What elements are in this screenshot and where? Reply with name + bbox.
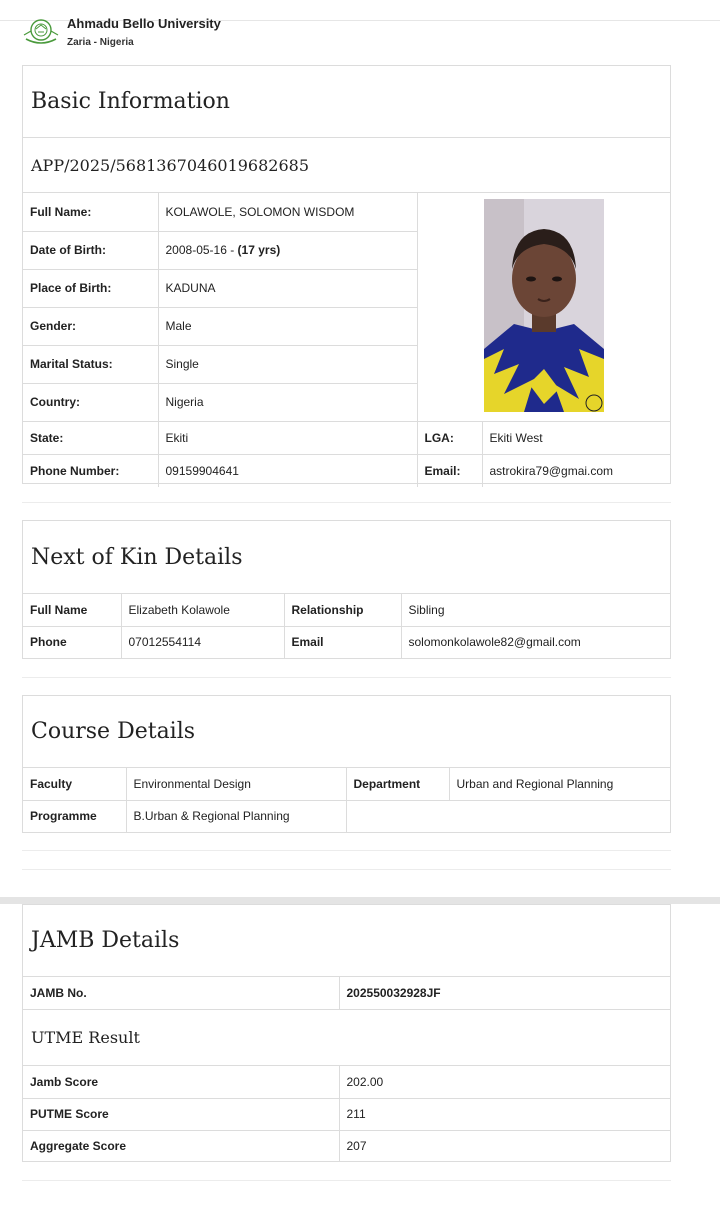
utme-result-table bbox=[23, 1066, 670, 1162]
table-row bbox=[23, 422, 670, 455]
applicant-photo bbox=[484, 199, 604, 412]
table-row bbox=[23, 1098, 670, 1130]
programme-value: B.Urban & Regional Planning bbox=[126, 800, 346, 832]
department-value: Urban and Regional Planning bbox=[449, 768, 670, 800]
gender-value: Male bbox=[158, 307, 417, 345]
kin-name-label: Full Name bbox=[23, 594, 121, 626]
putme-score-label: PUTME Score bbox=[23, 1098, 339, 1130]
phone-label: Phone Number: bbox=[23, 455, 158, 487]
next-of-kin-card bbox=[22, 520, 671, 659]
dob-label: Date of Birth: bbox=[23, 231, 158, 269]
relationship-value: Sibling bbox=[401, 594, 670, 626]
basic-information-table bbox=[23, 193, 670, 487]
jamb-details-card bbox=[22, 904, 671, 1162]
dob-date: 2008-05-16 - bbox=[165, 243, 238, 258]
jamb-details-title: JAMB Details bbox=[23, 905, 670, 977]
department-label: Department bbox=[346, 768, 449, 800]
table-row bbox=[23, 977, 670, 1009]
marital-status-value: Single bbox=[158, 345, 417, 383]
programme-label: Programme bbox=[23, 800, 126, 832]
pob-label: Place of Birth: bbox=[23, 269, 158, 307]
jamb-number-value: 202550032928JF bbox=[339, 977, 670, 1009]
kin-phone-value: 07012554114 bbox=[121, 626, 284, 658]
phone-value: 09159904641 bbox=[158, 455, 417, 487]
university-name: Ahmadu Bello University bbox=[67, 16, 221, 31]
table-row bbox=[23, 1066, 670, 1098]
country-value: Nigeria bbox=[158, 383, 417, 421]
marital-status-label: Marital Status: bbox=[23, 345, 158, 383]
jamb-score-label: Jamb Score bbox=[23, 1066, 339, 1098]
kin-phone-label: Phone bbox=[23, 626, 121, 658]
page-break-band bbox=[0, 897, 720, 904]
table-row bbox=[23, 455, 670, 487]
kin-email-value: solomonkolawole82@gmail.com bbox=[401, 626, 670, 658]
lga-value: Ekiti West bbox=[482, 422, 670, 455]
table-row bbox=[23, 594, 670, 626]
faculty-value: Environmental Design bbox=[126, 768, 346, 800]
full-name-label: Full Name: bbox=[23, 193, 158, 231]
table-row bbox=[23, 193, 670, 231]
section-divider bbox=[22, 677, 671, 678]
photo-cell bbox=[417, 193, 670, 422]
faculty-label: Faculty bbox=[23, 768, 126, 800]
section-divider bbox=[22, 850, 671, 851]
age-value: (17 yrs) bbox=[237, 243, 281, 258]
table-row bbox=[23, 768, 670, 800]
table-row bbox=[23, 1130, 670, 1162]
jamb-number-label: JAMB No. bbox=[23, 977, 339, 1009]
application-number: APP/2025/5681367046019682685 bbox=[23, 138, 670, 193]
utme-result-title: UTME Result bbox=[23, 1009, 670, 1066]
empty-cell bbox=[346, 800, 670, 832]
course-details-table bbox=[23, 768, 670, 832]
state-value: Ekiti bbox=[158, 422, 417, 455]
jamb-number-table bbox=[23, 977, 670, 1009]
aggregate-score-value: 207 bbox=[339, 1130, 670, 1162]
table-row bbox=[23, 626, 670, 658]
next-of-kin-title: Next of Kin Details bbox=[23, 521, 670, 594]
putme-score-value: 211 bbox=[339, 1098, 670, 1130]
basic-information-title: Basic Information bbox=[23, 66, 670, 138]
kin-name-value: Elizabeth Kolawole bbox=[121, 594, 284, 626]
jamb-score-value: 202.00 bbox=[339, 1066, 670, 1098]
course-details-title: Course Details bbox=[23, 696, 670, 768]
relationship-label: Relationship bbox=[284, 594, 401, 626]
section-divider bbox=[22, 1180, 671, 1181]
university-logo-icon bbox=[22, 17, 60, 47]
table-row bbox=[23, 800, 670, 832]
section-divider bbox=[22, 502, 671, 503]
dob-value bbox=[158, 231, 417, 269]
course-details-card bbox=[22, 695, 671, 833]
full-name-value: KOLAWOLE, SOLOMON WISDOM bbox=[158, 193, 417, 231]
lga-label: LGA: bbox=[417, 422, 482, 455]
aggregate-score-label: Aggregate Score bbox=[23, 1130, 339, 1162]
kin-email-label: Email bbox=[284, 626, 401, 658]
pob-value: KADUNA bbox=[158, 269, 417, 307]
state-label: State: bbox=[23, 422, 158, 455]
country-label: Country: bbox=[23, 383, 158, 421]
next-of-kin-table bbox=[23, 594, 670, 658]
gender-label: Gender: bbox=[23, 307, 158, 345]
university-location: Zaria - Nigeria bbox=[67, 37, 134, 48]
basic-information-card bbox=[22, 65, 671, 484]
section-divider bbox=[22, 869, 671, 870]
email-value: astrokira79@gmai.com bbox=[482, 455, 670, 487]
email-label: Email: bbox=[417, 455, 482, 487]
